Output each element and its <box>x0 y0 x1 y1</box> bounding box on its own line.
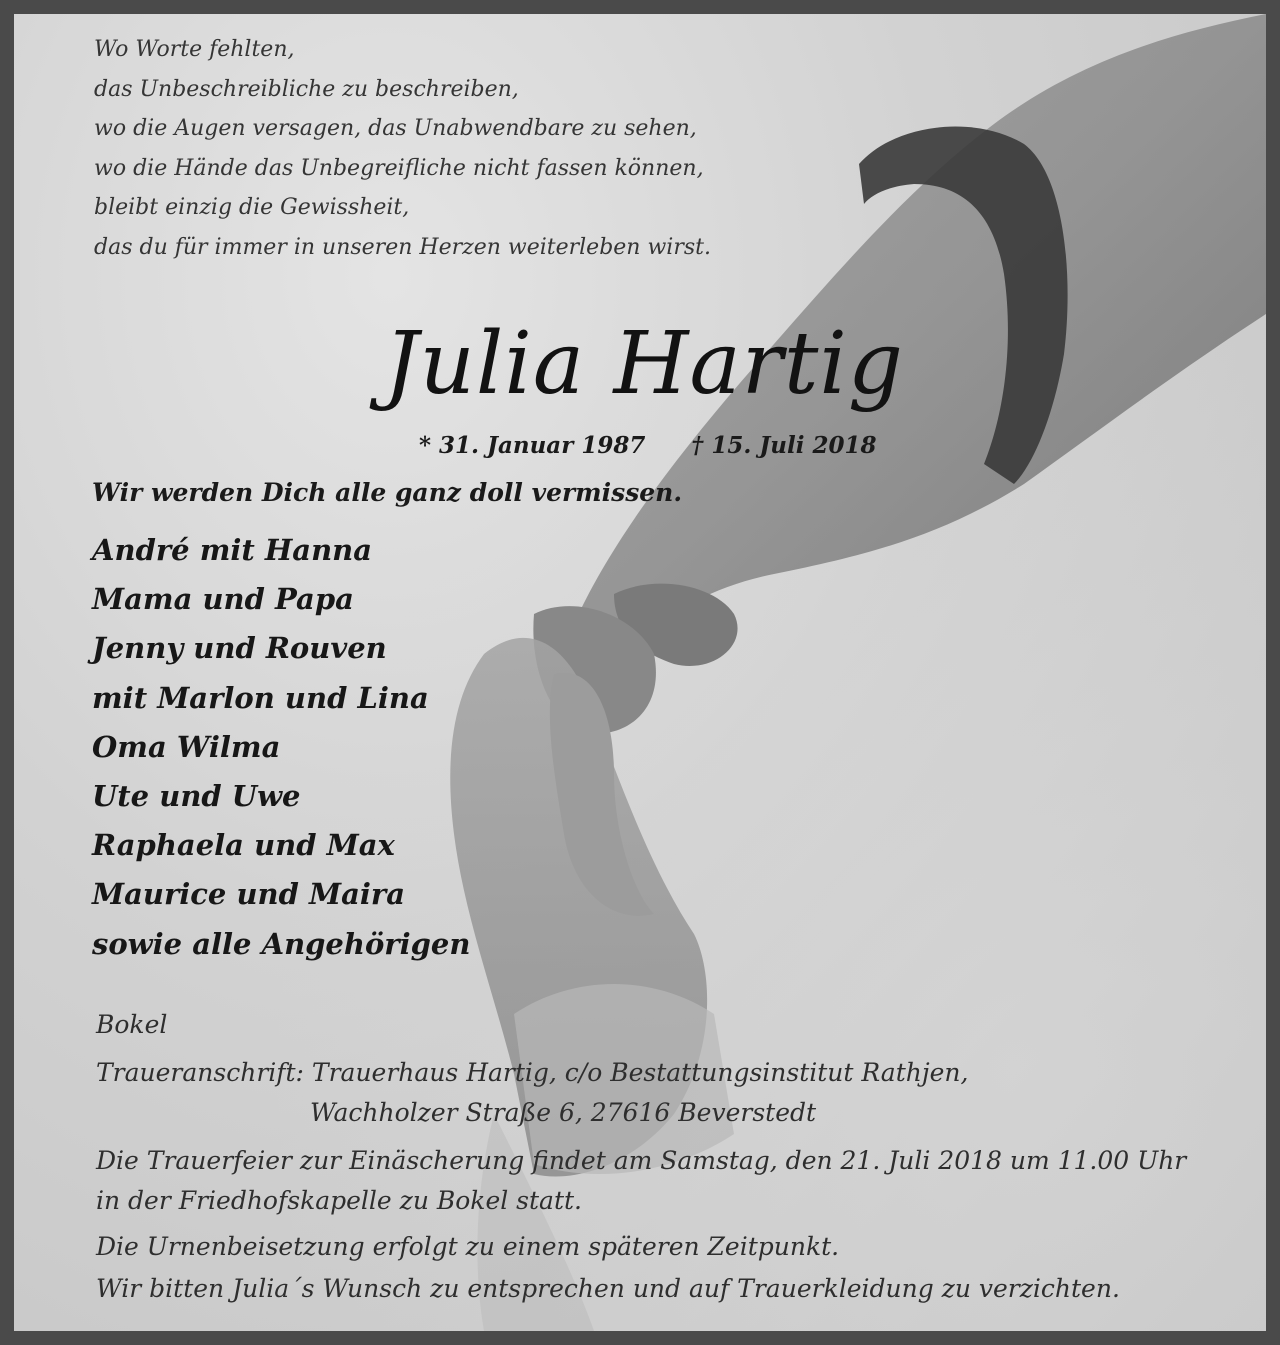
death-date: † 15. Juli 2018 <box>691 432 877 459</box>
mourner-line: Ute und Uwe <box>92 779 301 814</box>
mourner-line: Oma Wilma <box>92 729 281 764</box>
verse-line: Wo Worte fehlten, <box>94 37 295 62</box>
deceased-name: Julia Hartig <box>384 314 904 414</box>
memorial-verse <box>94 30 814 267</box>
verse-line: wo die Augen versagen, das Unabwendbare zu sehen, <box>94 116 697 141</box>
mourner-line: sowie alle Angehörigen <box>92 926 471 961</box>
ceremony-location: in der Friedhofskapelle zu Bokel statt. <box>96 1186 582 1215</box>
mourner-line: André mit Hanna <box>92 533 373 567</box>
mourning-address-street: Wachholzer Straße 6, 27616 Beverstedt <box>310 1098 817 1127</box>
obituary-notice <box>14 14 1266 1331</box>
verse-line: das du für immer in unseren Herzen weiterleben wirst. <box>94 234 711 260</box>
mourner-line: Jenny und Rouven <box>92 631 387 666</box>
mourning-address: Traueranschrift: Trauerhaus Hartig, c/o Bestattungsinstitut Rathjen, <box>96 1058 969 1087</box>
mourner-line: Raphaela und Max <box>92 828 395 863</box>
verse-line: bleibt einzig die Gewissheit, <box>94 195 410 220</box>
mourners-list <box>92 526 470 969</box>
farewell-line: Wir werden Dich alle ganz doll vermissen. <box>92 478 683 507</box>
life-dates <box>419 432 879 459</box>
verse-line: das Unbeschreibliche zu beschreiben, <box>94 76 519 102</box>
birth-date: * 31. Januar 1987 <box>419 432 646 459</box>
mourner-line: mit Marlon und Lina <box>92 680 429 715</box>
urn-burial-note: Die Urnenbeisetzung erfolgt zu einem späteren Zeitpunkt. <box>96 1232 840 1261</box>
place: Bokel <box>96 1010 168 1039</box>
dress-code-wish: Wir bitten Julia´s Wunsch zu entsprechen und auf Trauerkleidung zu verzichten. <box>96 1274 1120 1303</box>
verse-line: wo die Hände das Unbegreifliche nicht fassen können, <box>94 155 704 181</box>
mourner-line: Mama und Papa <box>92 582 354 617</box>
ceremony-text: Die Trauerfeier zur Einäscherung findet am Samstag, den 21. Juli 2018 um 11.00 Uhr <box>96 1146 1187 1175</box>
mourner-line: Maurice und Maira <box>92 877 405 912</box>
